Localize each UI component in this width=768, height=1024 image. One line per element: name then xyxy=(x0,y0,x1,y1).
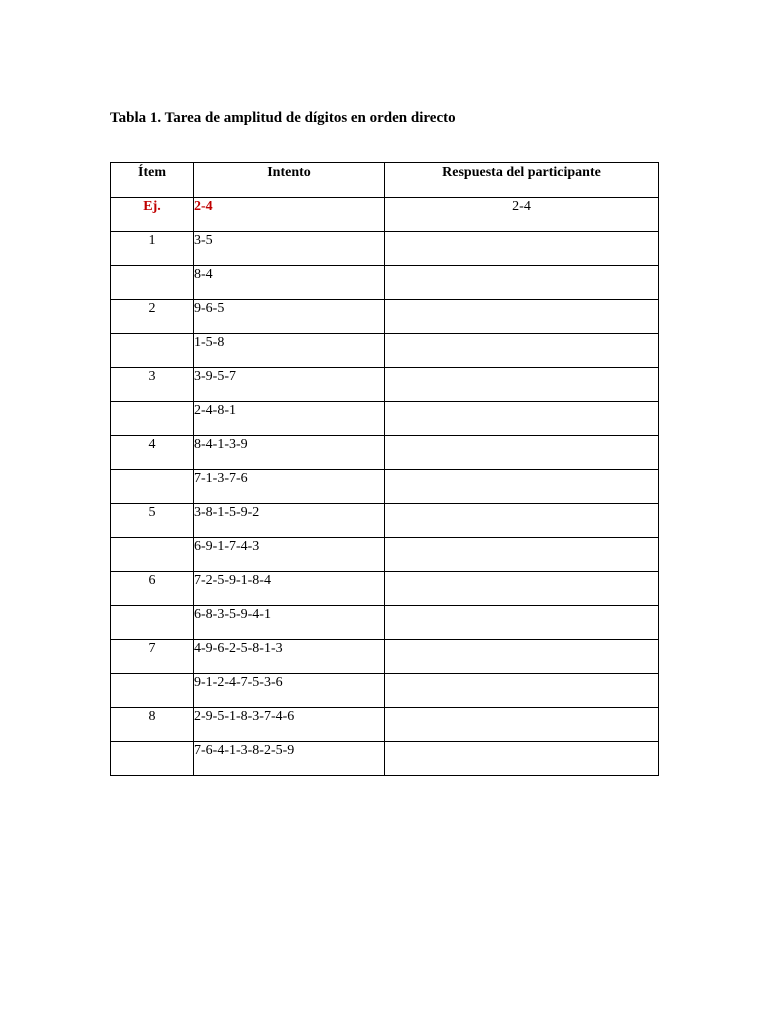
example-item: Ej. xyxy=(111,198,194,232)
trial-cell: 1-5-8 xyxy=(194,334,385,368)
table-row xyxy=(111,708,659,742)
item-cell xyxy=(111,402,194,436)
table-row xyxy=(111,572,659,606)
table-row xyxy=(111,470,659,504)
item-cell: 4 xyxy=(111,436,194,470)
header-item: Ítem xyxy=(111,163,194,198)
response-cell[interactable] xyxy=(385,606,659,640)
header-row xyxy=(111,163,659,198)
trial-cell: 3-9-5-7 xyxy=(194,368,385,402)
item-cell: 2 xyxy=(111,300,194,334)
header-trial: Intento xyxy=(194,163,385,198)
item-cell: 1 xyxy=(111,232,194,266)
item-cell xyxy=(111,334,194,368)
item-cell xyxy=(111,606,194,640)
response-cell[interactable] xyxy=(385,232,659,266)
item-cell xyxy=(111,742,194,776)
trial-cell: 6-9-1-7-4-3 xyxy=(194,538,385,572)
trial-cell: 4-9-6-2-5-8-1-3 xyxy=(194,640,385,674)
trial-cell: 6-8-3-5-9-4-1 xyxy=(194,606,385,640)
response-cell[interactable] xyxy=(385,266,659,300)
trial-cell: 7-1-3-7-6 xyxy=(194,470,385,504)
table-row xyxy=(111,538,659,572)
trial-cell: 7-2-5-9-1-8-4 xyxy=(194,572,385,606)
table-row xyxy=(111,334,659,368)
table-title: Tabla 1. Tarea de amplitud de dígitos en orden directo xyxy=(110,110,456,126)
response-cell[interactable] xyxy=(385,470,659,504)
response-cell[interactable] xyxy=(385,402,659,436)
item-cell: 3 xyxy=(111,368,194,402)
response-cell[interactable] xyxy=(385,640,659,674)
table-row xyxy=(111,436,659,470)
header-response: Respuesta del participante xyxy=(385,163,659,198)
trial-cell: 9-1-2-4-7-5-3-6 xyxy=(194,674,385,708)
table-row xyxy=(111,266,659,300)
trial-cell: 9-6-5 xyxy=(194,300,385,334)
item-cell: 7 xyxy=(111,640,194,674)
example-trial: 2-4 xyxy=(194,198,385,232)
table-row xyxy=(111,402,659,436)
table-row xyxy=(111,300,659,334)
table-row xyxy=(111,232,659,266)
trial-cell: 2-9-5-1-8-3-7-4-6 xyxy=(194,708,385,742)
trial-cell: 2-4-8-1 xyxy=(194,402,385,436)
table-row xyxy=(111,368,659,402)
table-row xyxy=(111,504,659,538)
table-row xyxy=(111,640,659,674)
response-cell[interactable] xyxy=(385,300,659,334)
response-cell[interactable] xyxy=(385,334,659,368)
trial-cell: 3-5 xyxy=(194,232,385,266)
trial-cell: 8-4 xyxy=(194,266,385,300)
item-cell xyxy=(111,266,194,300)
response-cell[interactable] xyxy=(385,504,659,538)
trial-cell: 7-6-4-1-3-8-2-5-9 xyxy=(194,742,385,776)
item-cell: 8 xyxy=(111,708,194,742)
digit-span-table xyxy=(110,162,659,776)
trial-cell: 8-4-1-3-9 xyxy=(194,436,385,470)
item-cell: 5 xyxy=(111,504,194,538)
example-response: 2-4 xyxy=(385,198,659,232)
item-cell xyxy=(111,470,194,504)
example-row xyxy=(111,198,659,232)
response-cell[interactable] xyxy=(385,708,659,742)
response-cell[interactable] xyxy=(385,538,659,572)
response-cell[interactable] xyxy=(385,742,659,776)
item-cell xyxy=(111,674,194,708)
trial-cell: 3-8-1-5-9-2 xyxy=(194,504,385,538)
item-cell: 6 xyxy=(111,572,194,606)
response-cell[interactable] xyxy=(385,436,659,470)
table-row xyxy=(111,606,659,640)
response-cell[interactable] xyxy=(385,368,659,402)
item-cell xyxy=(111,538,194,572)
response-cell[interactable] xyxy=(385,674,659,708)
response-cell[interactable] xyxy=(385,572,659,606)
table-row xyxy=(111,742,659,776)
table-row xyxy=(111,674,659,708)
